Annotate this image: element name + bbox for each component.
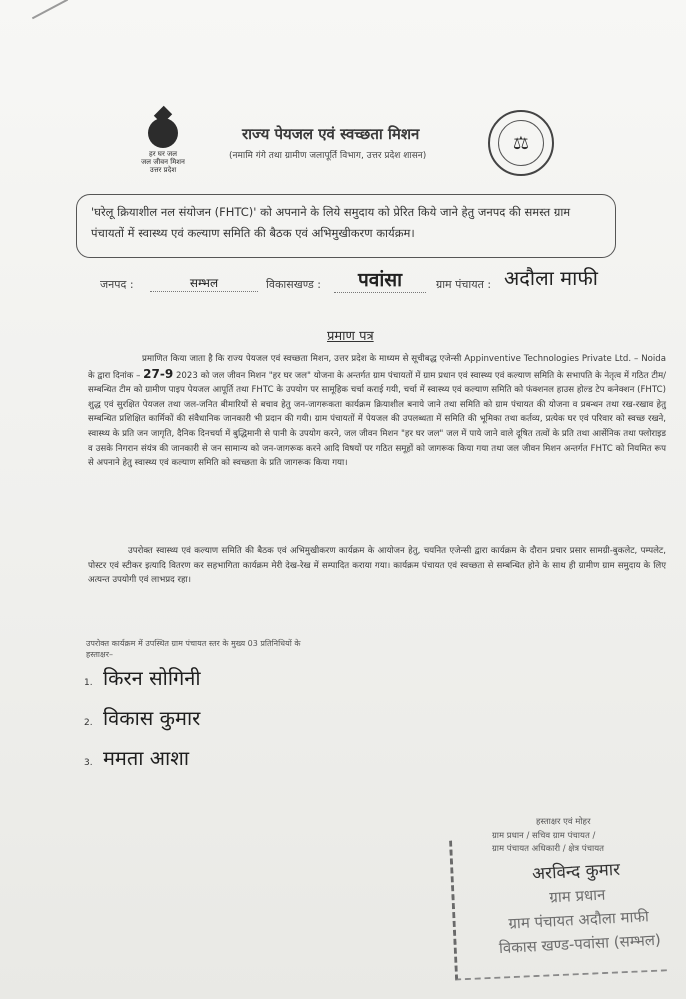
up-government-emblem [488,110,554,176]
pradhan-signature: अरविन्द कुमार [531,859,621,885]
signatory-2-number: 2. [84,718,93,728]
role-line-1: ग्राम प्रधान / सचिव ग्राम पंचायत / [492,831,596,841]
signatory-1-number: 1. [84,678,93,688]
signatory-3 [84,744,189,771]
signature-and-seal-label: हस्ताक्षर एवं मोहर [536,817,591,827]
signatory-roles [492,830,667,856]
certificate-paragraph-1 [88,352,666,471]
district-value: सम्भल [150,274,258,292]
signatory-1 [84,664,201,691]
panchayat-value: अदौला माफी [504,266,598,290]
program-year: 2023 [175,370,198,381]
emblem-symbol-icon: ⚖ [498,120,544,166]
role-line-2: ग्राम पंचायत अधिकारी / क्षेत्र पंचायत [492,844,604,854]
paragraph-1-rest: को जल जीवन मिशन "हर घर जल" योजना के अन्तर्गत ग्राम पंचायतों में ग्राम प्रधान एवं स्वास्थ्य एवं कल्याण समिति के सभापति के नेतृत्व में गठित टीम/सम्बन्धित टीम को ग्रामीण पाइप पेयजल आपूर्ति तथा FHTC के उपयोग पर सामूहिक चर्चा कराई गयी, चर्चा में स्वास्थ्य एवं कल्याण समिति को फंक्शनल हाउस होल्ड टेप कनेक्शन (FHTC) शुद्ध एवं सुरक्षित पेयजल तथा जल-जनित बीमारियों से बचाव हेतु जन-जागरूकता कार्यक्रम क्रियाशील बनाये जाने तथा समिति को ग्राम पंचायत की योजना व प्रबन्धन तथा रख-रखाव हेतु सम्बन्धित प्रशिक्षित कार्मिकों की संवैधानिक जानकारी भी प्रदान की गयी। ग्राम पंचायतों में पेयजल की उपलब्धता में समिति की भूमिका तथा कर्तव्य, प्रत्येक घर एवं परिवार को स्वच्छ रखने, स्वास्थ्य के प्रति जन जागृति, दैनिक दिनचर्या में बुद्धिमानी से पानी के उपयोग करने, जल जीवन मिशन "हर घर जल" जल में पाये जाने वाले दूषित तत्वों के प्रति तथा आर्सेनिक तथा फ्लोराइड व उसके निगरान संयंत्र की जानकारी से जन सामान्य को जन-जागरूक करने आदि विषयों पर गठित समूहों को जागरूक किया गया तथा जल जीवन मिशन अन्तर्गत FHTC को नियमित रूप से अपनाने हेतु स्वास्थ्य एवं कल्याण समिति को स्वच्छता के प्रति जागरूक किया गया। [88,370,667,469]
signatory-2-signature: विकास कुमार [102,706,201,730]
certificate-heading: प्रमाण पत्र [327,329,374,344]
signatory-1-signature: किरन सोगिनी [102,666,201,690]
logo-caption: हर घर जल जल जीवन मिशन उत्तर प्रदेश [141,150,185,174]
stamp-line-2: ग्राम पंचायत अदौला माफी [508,907,650,933]
signatory-3-number: 3. [84,758,93,768]
program-date: 27-9 [143,366,174,381]
stamp-line-3: विकास खण्ड-पवांसा (सम्भल) [498,930,662,958]
organization-title: राज्य पेयजल एवं स्वच्छता मिशन [242,125,420,143]
panchayat-label: ग्राम पंचायत : [436,278,492,291]
block-label: विकासखण्ड : [266,278,322,291]
signatories-label: हस्ताक्षर– [86,650,113,659]
block-value: पवांसा [334,266,426,293]
signatory-2 [84,704,200,731]
jal-jeevan-mission-logo [135,118,191,174]
signatories-intro-text: उपरोक्त कार्यक्रम में उपस्थित ग्राम पंचायत स्तर के मुख्य 03 प्रतिनिधियों के [86,639,301,648]
stamp-line-1: ग्राम प्रधान [548,885,606,907]
organization-subtitle: (नमामि गंगे तथा ग्रामीण जलापूर्ति विभाग, उत्तर प्रदेश शासन) [229,151,427,161]
signatory-3-signature: ममता आशा [102,746,190,770]
certificate-paragraph-2: उपरोक्त स्वास्थ्य एवं कल्याण समिति की बैठक एवं अभिमुखीकरण कार्यक्रम के आयोजन हेतु, चयनित एजेन्सी द्वारा कार्यक्रम के दौरान प्रचार प्रसार सामग्री-बुकलेट, पम्पलेट, पोस्टर एवं स्टीकर इत्यादि वितरण कर सहभागिता कार्यक्रम मेरी देख-रेख में सम्पादित कराया गया। कार्यक्रम पंचायत एवं स्वच्छता से सम्बन्धित होने के साथ ही ग्रामीण ग्राम समुदाय के लिए अत्यन्त उपयोगी एवं लाभप्रद रहा। [88,546,666,586]
program-title-box: 'घरेलू क्रियाशील नल संयोजन (FHTC)' को अपनाने के लिये समुदाय को प्रेरित किये जाने हेतु जनपद की समस्त ग्राम पंचायतों में स्वास्थ्य एवं कल्याण समिति की बैठक एवं अभिमुखीकरण कार्यक्रम। [76,194,616,258]
signatories-intro [86,638,300,660]
paragraph-1-start: प्रमाणित किया जाता है कि राज्य पेयजल एवं स्वच्छता मिशन, उत्तर प्रदेश के माध्यम से सूचीबद्ध एजेन्सी Appinventive Technologies Private Ltd. – Noida के द्वारा दिनांक – [88,354,666,381]
official-stamp [486,855,671,960]
water-drop-icon [148,118,178,148]
district-label: जनपद : [100,278,134,291]
